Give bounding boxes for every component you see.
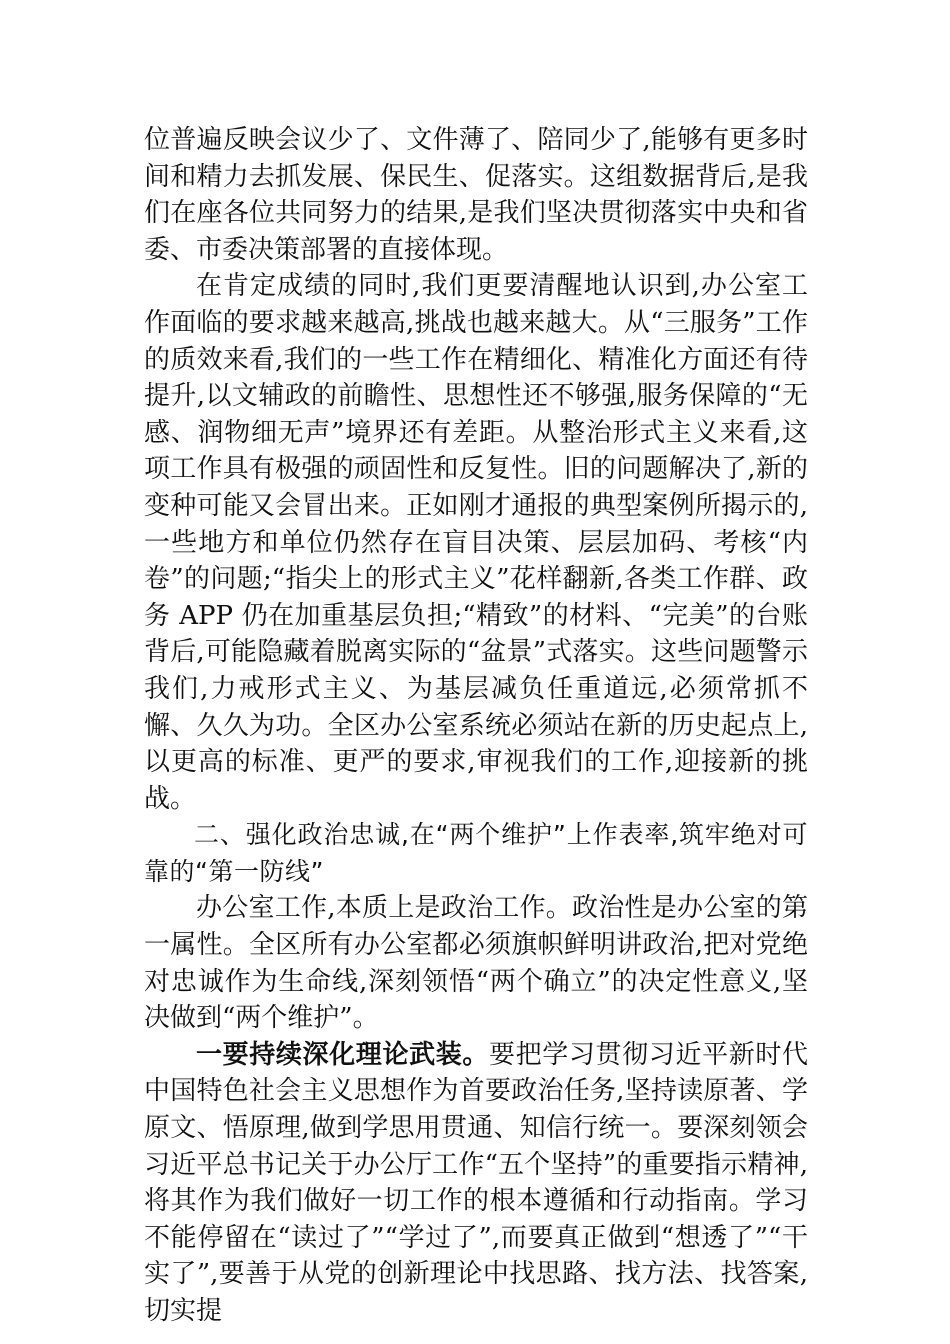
paragraph-lead-bold: 一要持续深化理论武装。 xyxy=(196,1039,489,1070)
document-page xyxy=(144,122,808,1330)
paragraph-challenges: 在肯定成绩的同时,我们更要清醒地认识到,办公室工作面临的要求越来越高,挑战也越来越大。从“三服务”工作的质效来看,我们的一些工作在精细化、精准化方面还有待提升,以文辅政的前瞻性、思想性还不够强,服务保障的“无感、润物细无声”境界还有差距。从整治形式主义来看,这项工作具有极强的顽固性和反复性。旧的问题解决了,新的变种可能又会冒出来。正如刚才通报的典型案例所揭示的,一些地方和单位仍然存在盲目决策、层层加码、考核“内卷”的问题;“指尖上的形式主义”花样翻新,各类工作群、政务 APP 仍在加重基层负担;“精致”的材料、“完美”的台账背后,可能隐藏着脱离实际的“盆景”式落实。这些问题警示我们,力戒形式主义、为基层减负任重道远,必须常抓不懈、久久为功。全区办公室系统必须站在新的历史起点上,以更高的标准、更严的要求,审视我们的工作,迎接新的挑战。 xyxy=(144,271,808,814)
paragraph-continuation: 位普遍反映会议少了、文件薄了、陪同少了,能够有更多时间和精力去抓发展、保民生、促落实。这组数据背后,是我们在座各位共同努力的结果,是我们坚决贯彻落实中央和省委、市委决策部署的直接体现。 xyxy=(144,125,808,265)
paragraph-body: 要把学习贯彻习近平新时代中国特色社会主义思想作为首要政治任务,坚持读原著、学原文、悟原理,做到学思用贯通、知信行统一。要深刻领会习近平总书记关于办公厅工作“五个坚持”的重要指示精神,将其作为我们做好一切工作的根本遵循和行动指南。学习不能停留在“读过了”“学过了”,而要真正做到“想透了”“干实了”,要善于从党的创新理论中找思路、找方法、找答案,切实提 xyxy=(144,1039,808,1326)
section-heading: 二、强化政治忠诚,在“两个维护”上作表率,筑牢绝对可靠的“第一防线” xyxy=(144,820,808,886)
paragraph-political-nature: 办公室工作,本质上是政治工作。政治性是办公室的第一属性。全区所有办公室都必须旗帜鲜明讲政治,把对党绝对忠诚作为生命线,深刻领悟“两个确立”的决定性意义,坚决做到“两个维护”。 xyxy=(144,893,808,1034)
paragraph-theory-study xyxy=(144,1037,808,1330)
